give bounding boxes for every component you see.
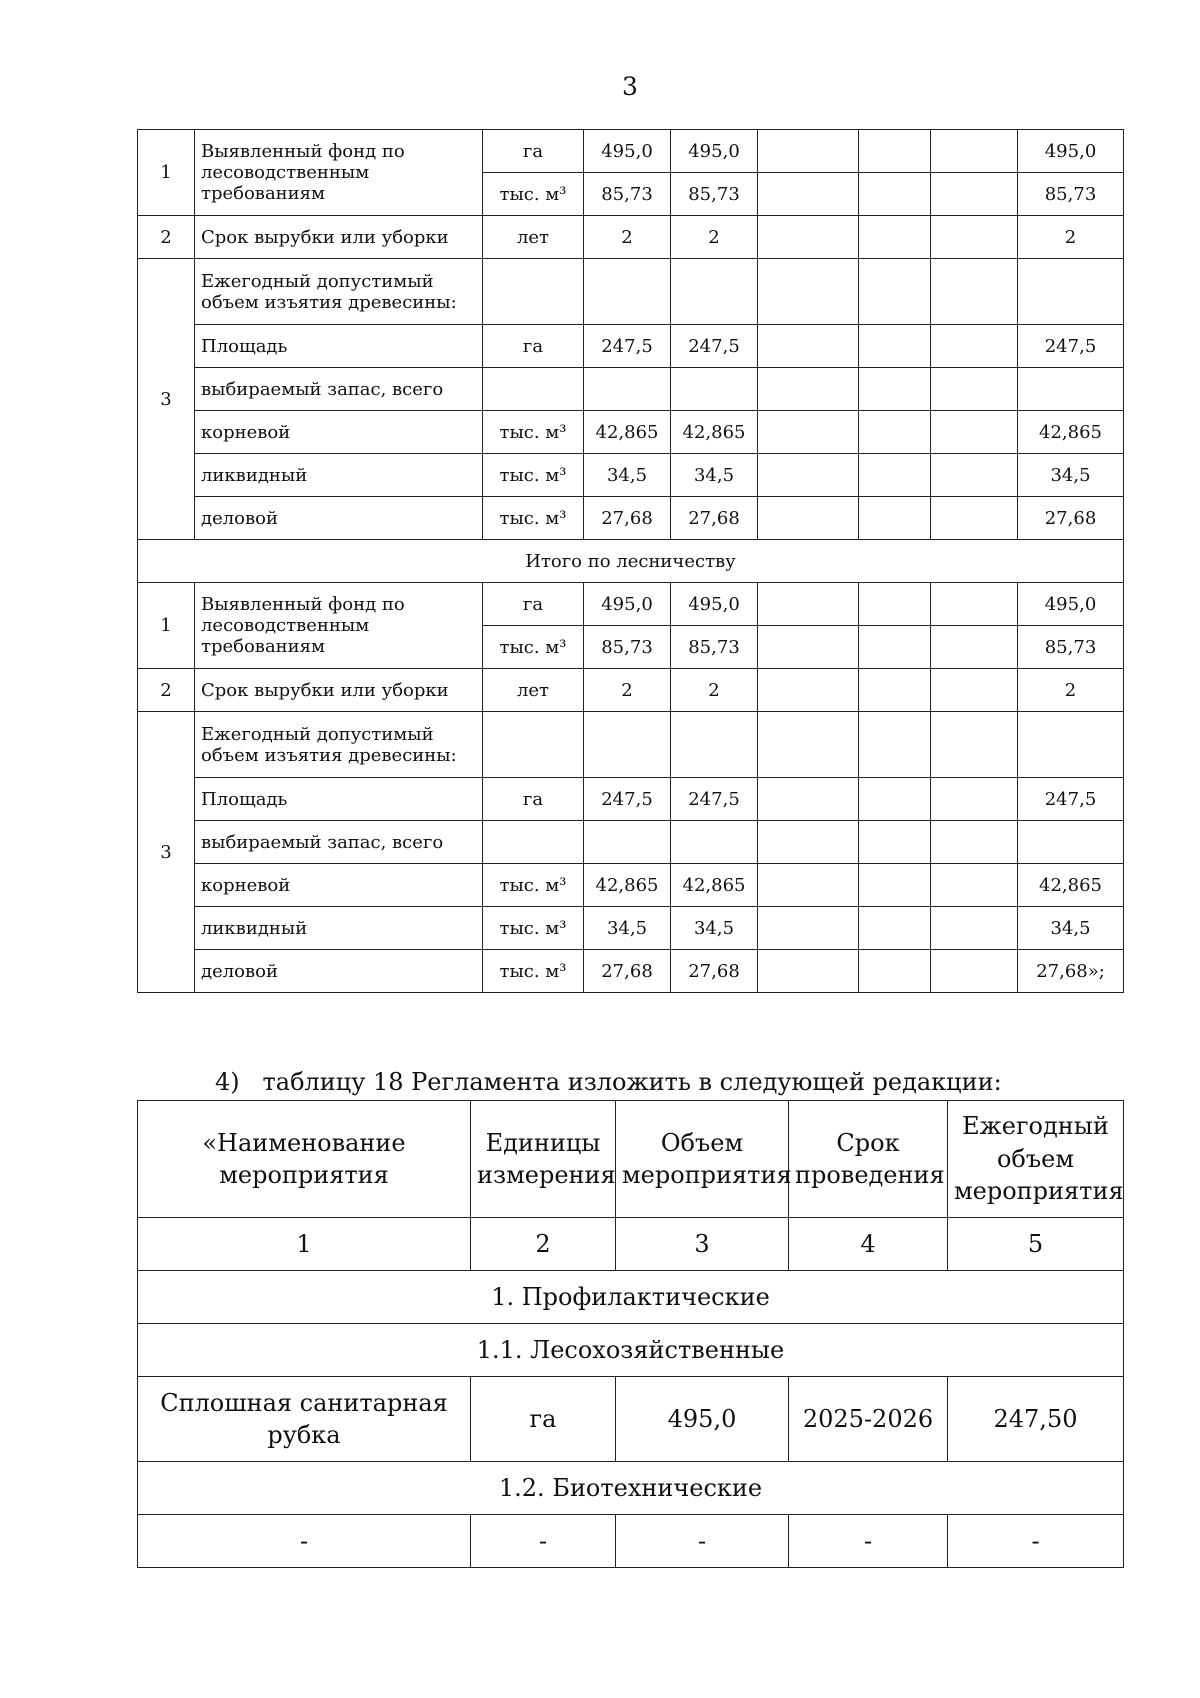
row-label: ликвидный (195, 454, 483, 497)
unit-cell: тыс. м³ (483, 950, 584, 993)
value-cell: 85,73 (1018, 173, 1124, 216)
unit-cell: тыс. м³ (483, 497, 584, 540)
column-header: Объем мероприятия (616, 1101, 789, 1218)
value-cell: 2 (671, 669, 758, 712)
unit-cell: тыс. м³ (483, 864, 584, 907)
row-label: деловой (195, 950, 483, 993)
value-cell: 34,5 (671, 454, 758, 497)
empty-cell: - (138, 1515, 471, 1568)
unit-cell: тыс. м³ (483, 411, 584, 454)
value-cell: 27,68 (671, 497, 758, 540)
row-label: выбираемый запас, всего (195, 368, 483, 411)
unit-cell: лет (483, 216, 584, 259)
unit-cell: лет (483, 669, 584, 712)
table-row (138, 864, 1124, 907)
value-cell: 2 (584, 216, 671, 259)
value-cell: 27,68 (1018, 497, 1124, 540)
value-cell: 27,68 (584, 497, 671, 540)
value-cell: 247,50 (948, 1377, 1124, 1462)
table-row (138, 907, 1124, 950)
unit-cell: га (471, 1377, 616, 1462)
value-cell: 495,0 (616, 1377, 789, 1462)
table-header-row (138, 1101, 1124, 1218)
table-row (138, 583, 1124, 626)
value-cell: 42,865 (584, 864, 671, 907)
column-header: Единицы измерения (471, 1101, 616, 1218)
column-header: Ежегодный объем мероприятия (948, 1101, 1124, 1218)
value-cell: 247,5 (671, 778, 758, 821)
column-number: 2 (471, 1218, 616, 1271)
value-cell: 247,5 (584, 325, 671, 368)
unit-cell: тыс. м³ (483, 173, 584, 216)
column-number: 5 (948, 1218, 1124, 1271)
row-label: Ежегодный допустимый объем изъятия древесины: (195, 259, 483, 325)
unit-cell: тыс. м³ (483, 907, 584, 950)
value-cell: 85,73 (584, 173, 671, 216)
table-row (138, 497, 1124, 540)
empty-cell: - (789, 1515, 948, 1568)
value-cell: 247,5 (584, 778, 671, 821)
column-header: «Наименование мероприятия (138, 1101, 471, 1218)
table-row (138, 821, 1124, 864)
table-row (138, 1218, 1124, 1271)
section-header: 1.1. Лесохозяйственные (138, 1324, 1124, 1377)
table-row (138, 454, 1124, 497)
value-cell: 42,865 (1018, 411, 1124, 454)
value-cell: 247,5 (1018, 778, 1124, 821)
table-row (138, 411, 1124, 454)
section-header: Итого по лесничеству (138, 540, 1124, 583)
empty-cell: - (471, 1515, 616, 1568)
table-row (138, 216, 1124, 259)
value-cell: 27,68»; (1018, 950, 1124, 993)
empty-cell: - (616, 1515, 789, 1568)
value-cell: 42,865 (671, 411, 758, 454)
table-row (138, 712, 1124, 778)
table-row (138, 130, 1124, 173)
amendment-instruction: 4) таблицу 18 Регламента изложить в следующей редакции: (215, 1068, 1002, 1096)
value-cell: 27,68 (671, 950, 758, 993)
table-row (138, 669, 1124, 712)
row-label: ликвидный (195, 907, 483, 950)
value-cell: 85,73 (584, 626, 671, 669)
table-row (138, 1271, 1124, 1324)
value-cell: 34,5 (584, 907, 671, 950)
activities-table (137, 1100, 1124, 1568)
value-cell: 85,73 (671, 173, 758, 216)
column-header: Срок проведения (789, 1101, 948, 1218)
value-cell: 2 (1018, 216, 1124, 259)
row-label: Площадь (195, 778, 483, 821)
row-label: Ежегодный допустимый объем изъятия древесины: (195, 712, 483, 778)
table-row (138, 950, 1124, 993)
value-cell: 247,5 (1018, 325, 1124, 368)
value-cell: 247,5 (671, 325, 758, 368)
table-row (138, 368, 1124, 411)
value-cell: 495,0 (1018, 130, 1124, 173)
table-row (138, 1377, 1124, 1462)
section-header: 1. Профилактические (138, 1271, 1124, 1324)
section-header: 1.2. Биотехнические (138, 1462, 1124, 1515)
table-row (138, 540, 1124, 583)
table-row (138, 1324, 1124, 1377)
row-label: корневой (195, 864, 483, 907)
value-cell: 42,865 (584, 411, 671, 454)
value-cell: 495,0 (584, 130, 671, 173)
table-row (138, 259, 1124, 325)
value-cell: 42,865 (671, 864, 758, 907)
value-cell: 85,73 (1018, 626, 1124, 669)
row-number: 3 (138, 259, 195, 540)
value-cell: 34,5 (671, 907, 758, 950)
value-cell: 2 (671, 216, 758, 259)
row-label: выбираемый запас, всего (195, 821, 483, 864)
table-row (138, 325, 1124, 368)
row-label: Выявленный фонд по лесоводственным требованиям (195, 583, 483, 669)
table-row (138, 778, 1124, 821)
row-label: Площадь (195, 325, 483, 368)
value-cell: 27,68 (584, 950, 671, 993)
column-number: 3 (616, 1218, 789, 1271)
value-cell: 34,5 (1018, 907, 1124, 950)
empty-cell: - (948, 1515, 1124, 1568)
unit-cell: га (483, 130, 584, 173)
unit-cell: га (483, 325, 584, 368)
row-number: 2 (138, 216, 195, 259)
unit-cell: га (483, 778, 584, 821)
value-cell: 495,0 (671, 583, 758, 626)
row-number: 3 (138, 712, 195, 993)
value-cell: 42,865 (1018, 864, 1124, 907)
period-cell: 2025-2026 (789, 1377, 948, 1462)
row-number: 1 (138, 583, 195, 669)
table-row (138, 1515, 1124, 1568)
value-cell: 2 (584, 669, 671, 712)
row-label: корневой (195, 411, 483, 454)
unit-cell: тыс. м³ (483, 626, 584, 669)
row-number: 1 (138, 130, 195, 216)
column-number: 1 (138, 1218, 471, 1271)
value-cell: 495,0 (671, 130, 758, 173)
row-label: деловой (195, 497, 483, 540)
unit-cell: га (483, 583, 584, 626)
row-label: Срок вырубки или уборки (195, 669, 483, 712)
value-cell: 2 (1018, 669, 1124, 712)
value-cell: 495,0 (1018, 583, 1124, 626)
value-cell: 85,73 (671, 626, 758, 669)
unit-cell: тыс. м³ (483, 454, 584, 497)
value-cell: 34,5 (584, 454, 671, 497)
value-cell: 495,0 (584, 583, 671, 626)
row-number: 2 (138, 669, 195, 712)
row-label: Выявленный фонд по лесоводственным требованиям (195, 130, 483, 216)
row-label: Срок вырубки или уборки (195, 216, 483, 259)
value-cell: 34,5 (1018, 454, 1124, 497)
activity-name: Сплошная санитарная рубка (138, 1377, 471, 1462)
page-number: 3 (622, 72, 638, 101)
table-row (138, 1462, 1124, 1515)
column-number: 4 (789, 1218, 948, 1271)
forest-fund-table (137, 129, 1124, 993)
